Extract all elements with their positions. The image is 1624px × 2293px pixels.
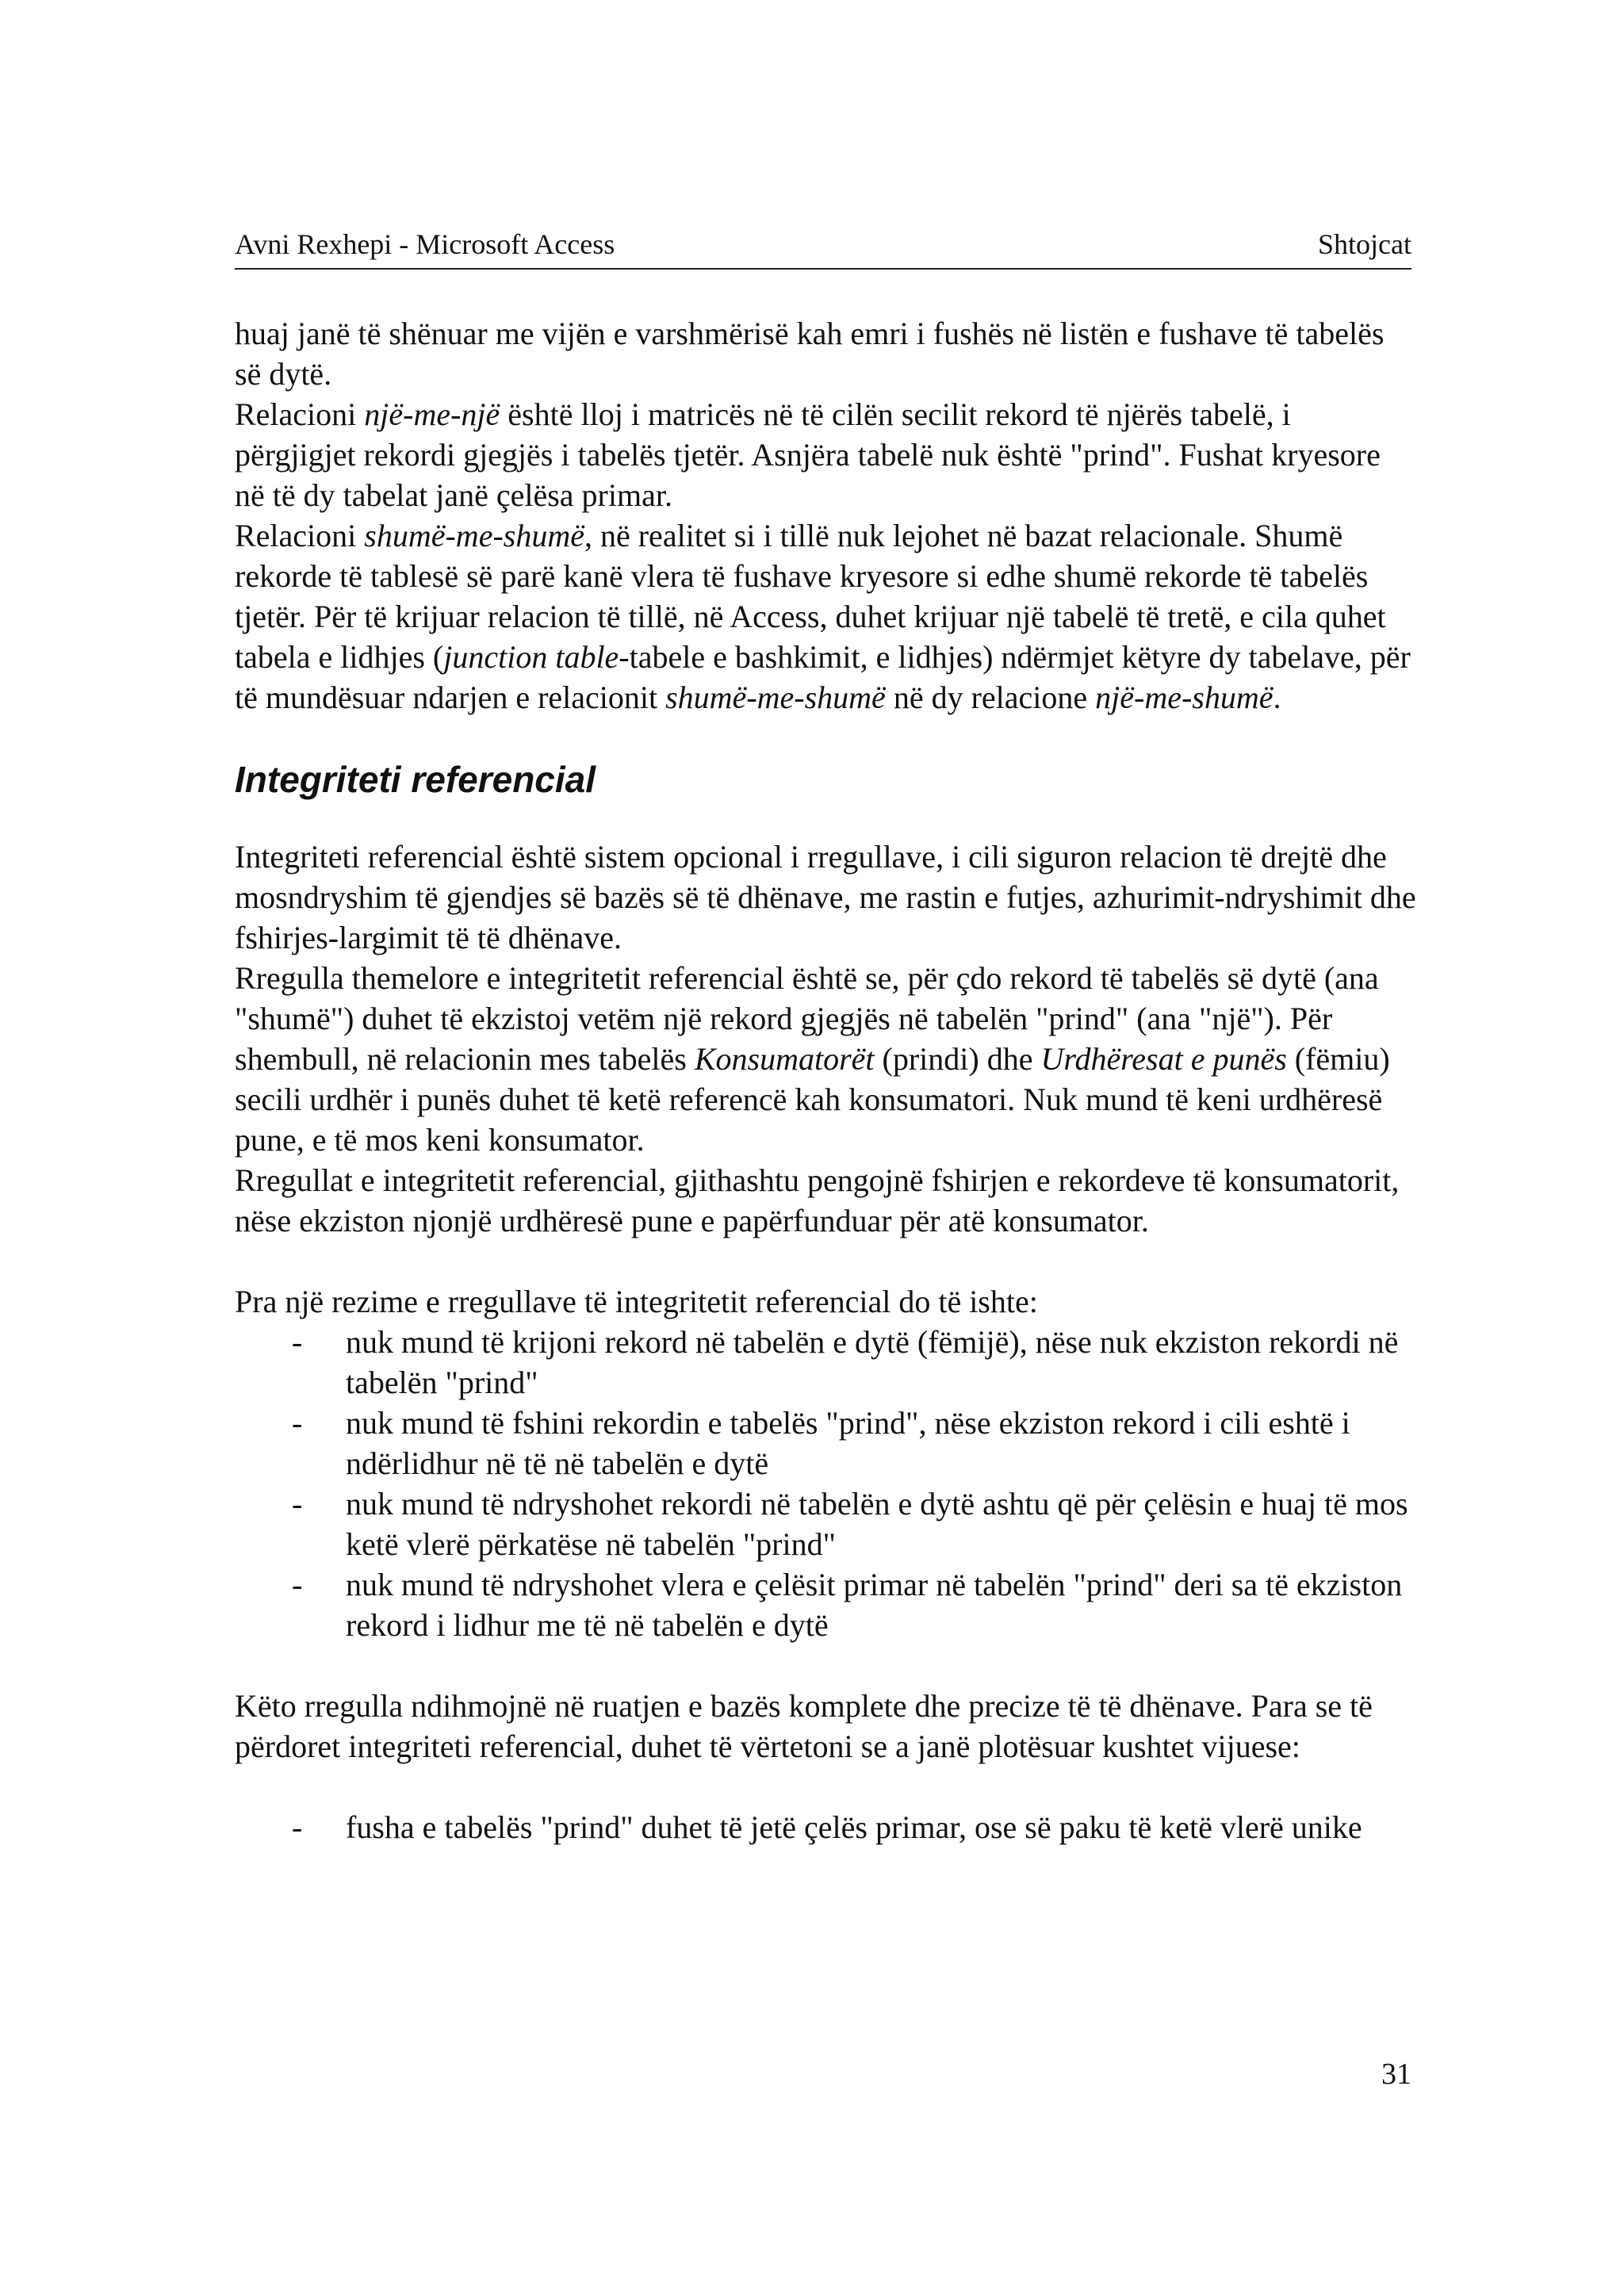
section-heading: Integriteti referencial: [235, 759, 596, 800]
header-section-name: Shtojcat: [1318, 228, 1411, 260]
dash-bullet: -: [292, 1486, 303, 1522]
section-paragraph-3: Rregullat e integritetit referencial, gjithashtu pengojnë fshirjen e rekordeve të konsumatorit, nëse ekziston njonjë urdhëresë pune e papërfunduar për atë konsumator.: [235, 1162, 1400, 1238]
conditions-list: [235, 1807, 1416, 1847]
section-paragraph-2: Rregulla themelore e integritetit referencial është se, për çdo rekord të tabelës së dytë (ana "shumë") duhet të ekzistoj vetëm një rekord gjegjës në tabelën "prind" (ana "një"). Për shembull, në relacionin mes tabelës Konsumatorët (prindi) dhe Urdhëresat e punës (fëmiu) secili urdhër i punës duhet të ketë referencë kah konsumatori. Nuk mund të keni urdhëresë pune, e të mos keni konsumator.: [235, 960, 1390, 1158]
dash-bullet: -: [292, 1324, 303, 1360]
list-item: - fusha e tabelës "prind" duhet të jetë çelës primar, ose së paku të ketë vlerë unike: [235, 1807, 1416, 1847]
header-author-title: Avni Rexhepi - Microsoft Access: [235, 228, 615, 260]
term-many-to-many: shumë-me-shumë: [364, 518, 584, 553]
list-item: - nuk mund të krijoni rekord në tabelën e dytë (fëmijë), nëse nuk ekziston rekordi në tabelën "prind": [235, 1322, 1416, 1403]
dash-bullet: -: [292, 1809, 303, 1845]
term-customers: Konsumatorët: [694, 1041, 875, 1077]
list-item: - nuk mund të ndryshohet vlera e çelësit primar në tabelën "prind" deri sa të ekziston rekord i lidhur me të në tabelën e dytë: [235, 1564, 1416, 1645]
term-work-orders: Urdhëresat e punës: [1040, 1041, 1287, 1077]
dash-bullet: -: [292, 1567, 303, 1602]
page-number: 31: [1381, 2058, 1411, 2091]
term-one-to-many: një-me-shumë: [1095, 679, 1274, 715]
list-item: - nuk mund të ndryshohet rekordi në tabelën e dytë ashtu që për çelësin e huaj të mos ketë vlerë përkatëse në tabelën "prind": [235, 1483, 1416, 1564]
page-body: [235, 313, 1416, 1847]
intro-paragraph-1: huaj janë të shënuar me vijën e varshmërisë kah emri i fushës në listën e fushave të tabelës së dytë.: [235, 316, 1385, 392]
intro-paragraph-2: Relacioni një-me-një është lloj i matricës në të cilën secilit rekord të njërës tabelë, i përgjigjet rekordi gjegjës i tabelës tjetër. Asnjëra tabelë nuk është "prind". Fushat kryesore në të dy tabelat janë çelësa primar.: [235, 396, 1381, 513]
spacer: [235, 1241, 1416, 1281]
section-paragraph-1: Integriteti referencial është sistem opcional i rregullave, i cili siguron relacion të drejtë dhe mosndryshim të gjendjes së bazës së të dhënave, me rastin e futjes, azhurimit-ndryshimit dhe fshirjes-largimit të të dhënave.: [235, 839, 1416, 955]
term-one-to-one: një-me-një: [364, 396, 500, 432]
dash-bullet: -: [292, 1405, 303, 1441]
section-paragraph-5: Këto rregulla ndihmojnë në ruatjen e bazës komplete dhe precize të të dhënave. Para se të përdoret integriteti referencial, duhet të vërtetoni se a janë plotësuar kushtet vijuese:: [235, 1688, 1373, 1764]
intro-paragraph-3: Relacioni shumë-me-shumë, në realitet si i tillë nuk lejohet në bazat relacionale. Shumë rekorde të tablesë së parë kanë vlera të fushave kryesore si edhe shumë rekorde të tabelës tjetër. Për të krijuar relacion të tillë, në Access, duhet krijuar një tabelë të tretë, e cila quhet tabela e lidhjes (junction table-tabele e bashkimit, e lidhjes) ndërmjet këtyre dy tabelave, për të mundësuar ndarjen e relacionit shumë-me-shumë në dy relacione një-me-shumë.: [235, 518, 1411, 715]
term-junction-table: junction table: [443, 639, 619, 675]
list-item: - nuk mund të fshini rekordin e tabelës "prind", nëse ekziston rekord i cili eshtë i ndërlidhur në të në tabelën e dytë: [235, 1403, 1416, 1483]
section-paragraph-4: Pra një rezime e rregullave të integritetit referencial do të ishte:: [235, 1284, 1038, 1319]
spacer: [235, 1767, 1416, 1807]
spacer: [235, 1645, 1416, 1686]
page-header: [235, 225, 1411, 270]
term-many-to-many-2: shumë-me-shumë: [665, 679, 886, 715]
rules-list: [235, 1322, 1416, 1645]
